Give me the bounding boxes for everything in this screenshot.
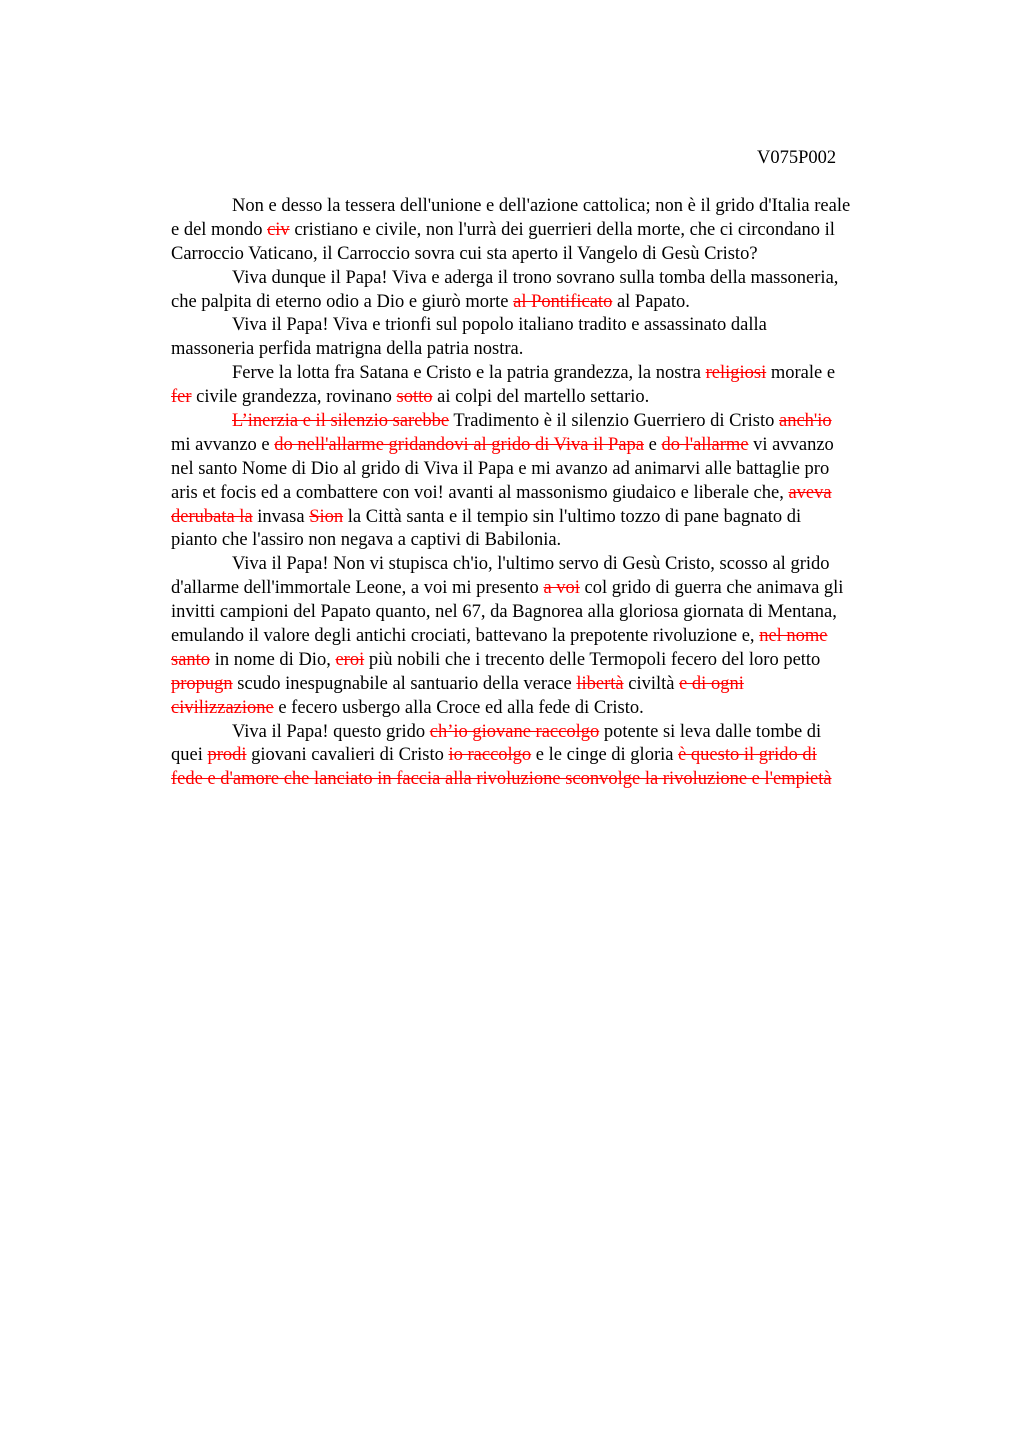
text-segment: scudo inespugnabile al santuario della verace bbox=[232, 673, 577, 694]
text-segment: Ferve la lotta fra Satana e Cristo e la patria grandezza, la nostra bbox=[232, 363, 706, 384]
deleted-text: sotto bbox=[396, 387, 433, 408]
text-line bbox=[171, 506, 931, 530]
text-segment: invasa bbox=[252, 506, 310, 527]
text-segment: Non e desso la tessera dell'unione e dell'azione cattolica; non è il grido d'Italia reale bbox=[232, 196, 851, 216]
deleted-text: e di ogni bbox=[679, 673, 744, 694]
text-line bbox=[171, 529, 931, 553]
text-segment: e bbox=[644, 434, 662, 455]
text-segment: emulando il valore degli antichi crociati, battevano la prepotente rivoluzione e, bbox=[171, 626, 760, 647]
text-line bbox=[171, 410, 931, 434]
text-line bbox=[171, 649, 931, 673]
text-segment: più nobili che i trecento delle Termopoli fecero del loro petto bbox=[364, 649, 821, 670]
text-line bbox=[171, 267, 931, 291]
text-segment: Tradimento è il silenzio Guerriero di Cristo bbox=[449, 411, 779, 432]
deleted-text: libertà bbox=[576, 673, 624, 694]
text-segment: col grido di guerra che animava gli bbox=[579, 578, 844, 599]
deleted-text: aveva bbox=[788, 482, 832, 503]
text-segment: e fecero usbergo alla Croce ed alla fede di Cristo. bbox=[273, 697, 644, 718]
deleted-text: do l'allarme bbox=[661, 434, 749, 455]
text-line bbox=[171, 577, 931, 601]
text-line bbox=[171, 338, 931, 362]
deleted-text: do nell'allarme gridandovi al grido di Viva il Papa bbox=[274, 434, 644, 455]
text-line bbox=[171, 673, 931, 697]
deleted-text: fer bbox=[171, 387, 192, 408]
text-line bbox=[171, 553, 931, 577]
deleted-text: ch’io giovane raccolgo bbox=[429, 721, 600, 742]
deleted-text: derubata la bbox=[171, 506, 253, 527]
deleted-text: al Pontificato bbox=[513, 291, 613, 312]
text-line bbox=[171, 601, 931, 625]
text-segment: che palpita di eterno odio a Dio e giurò morte bbox=[171, 291, 514, 312]
text-line bbox=[171, 625, 931, 649]
deleted-text: nel nome bbox=[759, 626, 828, 647]
deleted-text: propugn bbox=[171, 673, 233, 694]
text-segment: giovani cavalieri di Cristo bbox=[246, 745, 449, 766]
text-line bbox=[171, 386, 931, 410]
text-segment: invitti campioni del Papato quanto, nel 67, da Bagnorea alla gloriosa giornata di Mentana, bbox=[171, 602, 837, 623]
text-segment: nel santo Nome di Dio al grido di Viva il Papa e mi avanzo ad animarvi alle battaglie pro bbox=[171, 458, 830, 479]
text-line bbox=[171, 362, 931, 386]
text-line bbox=[171, 243, 931, 267]
text-segment: cristiano e civile, non l'urrà dei guerrieri della morte, che ci circondano il bbox=[289, 219, 835, 240]
text-segment: civile grandezza, rovinano bbox=[191, 387, 397, 408]
deleted-text: anch'io bbox=[779, 411, 832, 432]
deleted-text: eroi bbox=[335, 649, 365, 670]
deleted-text: santo bbox=[171, 649, 211, 670]
text-line bbox=[171, 314, 931, 338]
text-segment: e del mondo bbox=[171, 219, 268, 240]
text-segment: Viva il Papa! Viva e trionfi sul popolo italiano tradito e assassinato dalla bbox=[232, 315, 767, 336]
text-segment: Viva il Papa! Non vi stupisca ch'io, l'ultimo servo di Gesù Cristo, scosso al grido bbox=[232, 554, 830, 575]
deleted-text: a voi bbox=[543, 578, 580, 599]
deleted-text: civilizzazione bbox=[171, 697, 274, 718]
deleted-text: fede e d'amore che lanciato in faccia alla rivoluzione sconvolge la rivoluzione e l'empietà bbox=[171, 769, 832, 790]
text-line bbox=[171, 697, 931, 721]
text-line bbox=[171, 291, 931, 315]
deleted-text: è questo il grido di bbox=[678, 745, 817, 766]
text-segment: massoneria perfida matrigna della patria nostra. bbox=[171, 339, 524, 360]
text-segment: la Città santa e il tempio sin l'ultimo tozzo di pane bagnato di bbox=[343, 506, 802, 527]
text-line bbox=[171, 458, 931, 482]
text-segment: Viva dunque il Papa! Viva e aderga il trono sovrano sulla tomba della massoneria, bbox=[232, 267, 839, 288]
text-segment: Viva il Papa! questo grido bbox=[232, 721, 430, 742]
text-segment: mi avvanzo e bbox=[171, 434, 275, 455]
text-line bbox=[171, 195, 931, 219]
text-line bbox=[171, 744, 931, 768]
deleted-text: Sion bbox=[309, 506, 344, 527]
deleted-text: prodi bbox=[207, 745, 247, 766]
text-segment: potente si leva dalle tombe di bbox=[599, 721, 822, 742]
text-segment: pianto che l'assiro non negava a captivi di Babilonia. bbox=[171, 530, 562, 551]
text-segment: Carroccio Vaticano, il Carroccio sovra cui sta aperto il Vangelo di Gesù Cristo? bbox=[171, 243, 758, 264]
manuscript-body bbox=[171, 195, 931, 792]
text-segment: e le cinge di gloria bbox=[531, 745, 679, 766]
deleted-text: religiosi bbox=[705, 363, 767, 384]
text-line bbox=[171, 219, 931, 243]
text-line bbox=[171, 721, 931, 745]
text-line bbox=[171, 482, 931, 506]
text-line bbox=[171, 434, 931, 458]
text-segment: vi avvanzo bbox=[748, 434, 834, 455]
text-segment: quei bbox=[171, 745, 208, 766]
text-segment: morale e bbox=[766, 363, 836, 384]
text-segment: d'allarme dell'immortale Leone, a voi mi presento bbox=[171, 578, 544, 599]
text-segment: in nome di Dio, bbox=[210, 649, 336, 670]
text-segment: civiltà bbox=[623, 673, 680, 694]
text-line bbox=[171, 768, 931, 792]
text-segment: ai colpi del martello settario. bbox=[432, 387, 650, 408]
deleted-text: civ bbox=[267, 219, 290, 240]
text-segment: al Papato. bbox=[612, 291, 690, 312]
page-identifier: V075P002 bbox=[757, 148, 837, 168]
deleted-text: io raccolgo bbox=[448, 745, 532, 766]
text-segment: aris et focis ed a combattere con voi! avanti al massonismo giudaico e liberale che, bbox=[171, 482, 789, 503]
deleted-text: L’inerzia e il silenzio sarebbe bbox=[232, 411, 450, 432]
